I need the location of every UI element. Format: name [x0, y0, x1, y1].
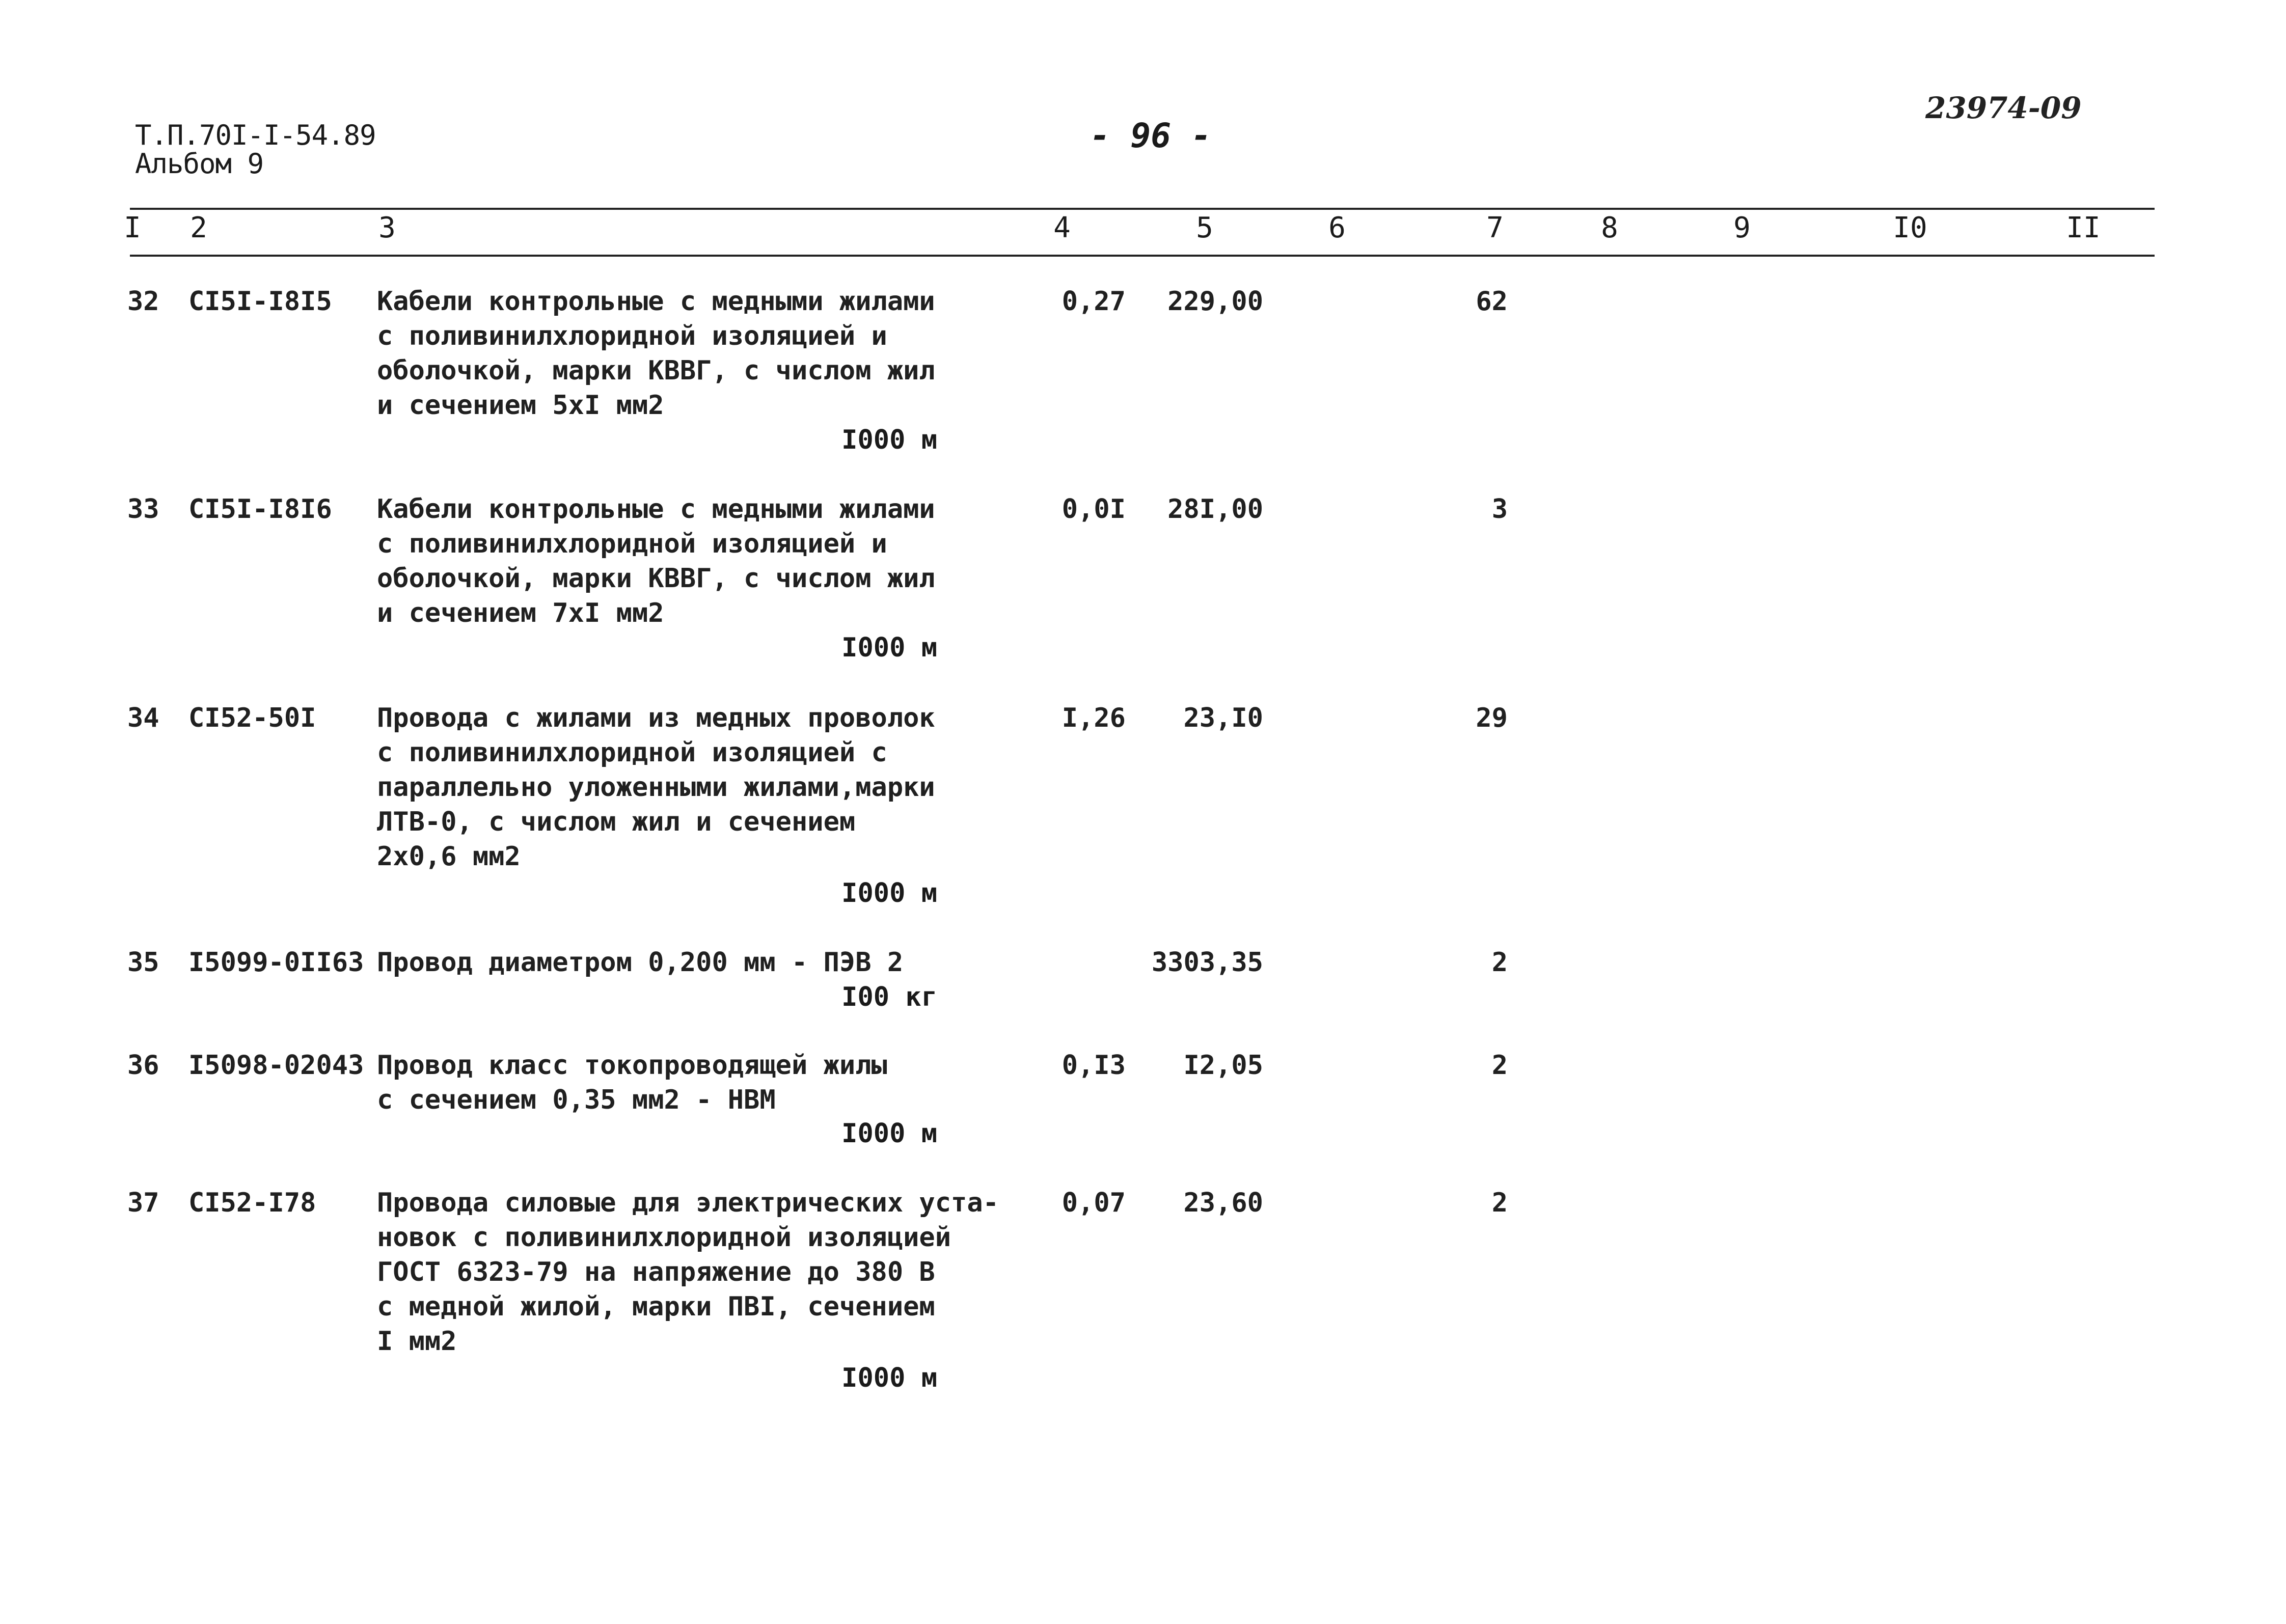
col-header-2: 2: [190, 211, 207, 244]
description-line: Провод класс токопроводящей жилы: [377, 1050, 887, 1081]
row-number: 36: [127, 1050, 159, 1081]
table-header-rule: [130, 255, 2155, 257]
col5-value: 23,I0: [1183, 703, 1263, 733]
item-unit: I000 м: [841, 632, 937, 663]
col4-value: 0,27: [1062, 286, 1126, 317]
description-line: с поливинилхлоридной изоляцией и: [377, 321, 887, 351]
col-header-6: 6: [1328, 211, 1346, 244]
description-line: с поливинилхлоридной изоляцией с: [377, 737, 887, 768]
col4-value: I,26: [1062, 703, 1126, 733]
col4-value: 0,07: [1062, 1188, 1126, 1218]
item-description: [377, 492, 963, 630]
item-code: I5099-0II63: [188, 947, 364, 978]
col5-value: 229,00: [1167, 286, 1263, 317]
col5-value: 28I,00: [1167, 494, 1263, 525]
col-header-9: 9: [1733, 211, 1751, 244]
description-line: ГОСТ 6323-79 на напряжение до 380 В: [377, 1257, 935, 1287]
col-header-3: 3: [378, 211, 396, 244]
table-top-rule: [130, 208, 2155, 210]
col7-value: 2: [1491, 1050, 1508, 1081]
description-line: с поливинилхлоридной изоляцией и: [377, 529, 887, 559]
item-description: [377, 1186, 999, 1359]
description-line: оболочкой, марки КВВГ, с числом жил: [377, 563, 935, 594]
item-code: CI5I-I8I5: [188, 286, 332, 317]
description-line: оболочкой, марки КВВГ, с числом жил: [377, 355, 935, 386]
col5-value: 23,60: [1183, 1188, 1263, 1218]
description-line: с медной жилой, марки ПВI, сечением: [377, 1291, 935, 1322]
description-line: 2х0,6 мм2: [377, 841, 521, 872]
description-line: и сечением 7хI мм2: [377, 598, 664, 628]
description-line: и сечением 5хI мм2: [377, 390, 664, 421]
page-number: - 96 -: [1090, 116, 1212, 155]
col-header-5: 5: [1196, 211, 1213, 244]
description-line: с сечением 0,35 мм2 - НВМ: [377, 1085, 776, 1115]
description-line: Кабели контрольные с медными жилами: [377, 286, 935, 317]
description-line: Провод диаметром 0,200 мм - ПЭВ 2: [377, 947, 904, 978]
col7-value: 62: [1476, 286, 1508, 317]
item-code: CI52-50I: [188, 703, 316, 733]
item-unit: I000 м: [841, 1118, 937, 1149]
item-unit: I000 м: [841, 878, 937, 909]
col7-value: 3: [1491, 494, 1508, 525]
item-description: [377, 1048, 963, 1117]
item-code: CI5I-I8I6: [188, 494, 332, 525]
document-code: Т.П.70I-I-54.89: [135, 119, 376, 151]
inventory-number: 23974-09: [1925, 91, 2082, 125]
col5-value: 3303,35: [1151, 947, 1263, 978]
row-number: 37: [127, 1188, 159, 1218]
description-line: Провода силовые для электрических уста-: [377, 1188, 999, 1218]
item-description: [377, 701, 963, 874]
row-number: 32: [127, 286, 159, 317]
col-header-4: 4: [1053, 211, 1071, 244]
description-line: I мм2: [377, 1326, 457, 1357]
document-code-block: [135, 121, 376, 178]
col-header-8: 8: [1601, 211, 1618, 244]
col7-value: 2: [1491, 947, 1508, 978]
row-number: 33: [127, 494, 159, 525]
row-number: 35: [127, 947, 159, 978]
col7-value: 29: [1476, 703, 1508, 733]
col-header-1: I: [124, 211, 141, 244]
item-unit: I000 м: [841, 1363, 937, 1393]
description-line: Кабели контрольные с медными жилами: [377, 494, 935, 525]
item-code: CI52-I78: [188, 1188, 316, 1218]
description-line: Провода с жилами из медных проволок: [377, 703, 935, 733]
col5-value: I2,05: [1183, 1050, 1263, 1081]
row-number: 34: [127, 703, 159, 733]
item-description: [377, 945, 963, 980]
col4-value: 0,I3: [1062, 1050, 1126, 1081]
item-description: [377, 284, 963, 423]
description-line: ЛТВ-0, с числом жил и сечением: [377, 807, 856, 837]
col-header-7: 7: [1486, 211, 1504, 244]
item-code: I5098-02043: [188, 1050, 364, 1081]
col4-value: 0,0I: [1062, 494, 1126, 525]
col7-value: 2: [1491, 1188, 1508, 1218]
col-header-11: II: [2066, 211, 2101, 244]
item-unit: I000 м: [841, 425, 937, 455]
description-line: параллельно уложенными жилами,марки: [377, 772, 935, 803]
col-header-10: I0: [1893, 211, 1927, 244]
album-label: Альбом 9: [135, 148, 264, 180]
description-line: новок с поливинилхлоридной изоляцией: [377, 1222, 951, 1253]
item-unit: I00 кг: [841, 982, 937, 1012]
